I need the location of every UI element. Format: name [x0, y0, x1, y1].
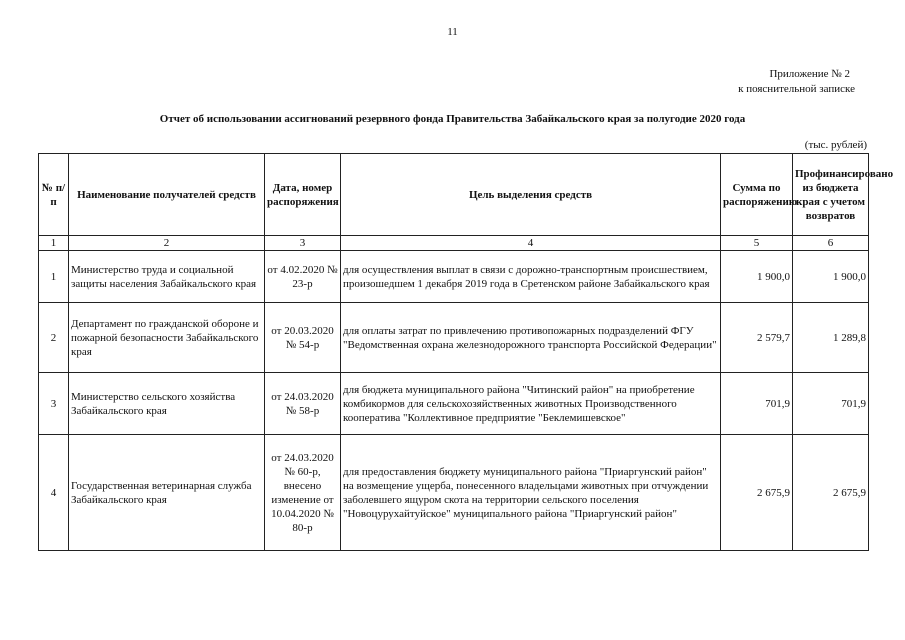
row-recipient: Министерство труда и социальной защиты населения Забайкальского края — [69, 251, 265, 303]
appendix-note — [738, 67, 855, 97]
row-order: от 20.03.2020 № 54-р — [265, 303, 341, 373]
column-number: 6 — [793, 236, 869, 251]
column-number: 1 — [39, 236, 69, 251]
appendix-line-1: Приложение № 2 — [769, 68, 850, 80]
row-recipient: Государственная ветеринарная служба Забайкальского края — [69, 435, 265, 551]
row-financed: 701,9 — [793, 373, 869, 435]
column-number: 3 — [265, 236, 341, 251]
table-row — [39, 251, 869, 303]
header-num: № п/п — [39, 154, 69, 236]
header-row — [39, 154, 869, 236]
header-purpose: Цель выделения средств — [341, 154, 721, 236]
row-purpose: для бюджета муниципального района "Читинский район" на приобретение комбикормов для сельскохозяйственных животных Производственного кооператива "Коллективное предприятие "Беклемишевское" — [341, 373, 721, 435]
header-amount: Сумма по распоряжению — [721, 154, 793, 236]
appendix-line-2: к пояснительной записке — [738, 83, 855, 95]
row-order: от 24.03.2020 № 58-р — [265, 373, 341, 435]
row-order: от 4.02.2020 № 23-р — [265, 251, 341, 303]
row-num: 4 — [39, 435, 69, 551]
row-num: 2 — [39, 303, 69, 373]
row-financed: 1 900,0 — [793, 251, 869, 303]
column-number: 4 — [341, 236, 721, 251]
report-title: Отчет об использовании ассигнований резервного фонда Правительства Забайкальского края за полугодие 2020 года — [159, 113, 746, 125]
row-num: 3 — [39, 373, 69, 435]
column-number: 2 — [69, 236, 265, 251]
page-number: 11 — [447, 26, 458, 38]
report-table — [38, 153, 894, 551]
table-row — [39, 373, 869, 435]
row-purpose: для оплаты затрат по привлечению противопожарных подразделений ФГУ "Ведомственная охрана железнодорожного транспорта Российской Федерации" — [341, 303, 721, 373]
row-financed: 1 289,8 — [793, 303, 869, 373]
row-amount: 2 579,7 — [721, 303, 793, 373]
row-financed: 2 675,9 — [793, 435, 869, 551]
row-recipient: Министерство сельского хозяйства Забайкальского края — [69, 373, 265, 435]
header-financed: Профинансировано из бюджета края с учетом возвратов — [793, 154, 869, 236]
row-purpose: для осуществления выплат в связи с дорожно-транспортным происшествием, произошедшем 1 декабря 2019 года в Сретенском районе Забайкальского края — [341, 251, 721, 303]
table-row — [39, 303, 869, 373]
row-amount: 2 675,9 — [721, 435, 793, 551]
row-order: от 24.03.2020 № 60-р, внесено изменение от 10.04.2020 № 80-р — [265, 435, 341, 551]
column-number-row — [39, 236, 869, 251]
table-row — [39, 435, 869, 551]
row-amount: 701,9 — [721, 373, 793, 435]
column-number: 5 — [721, 236, 793, 251]
row-purpose: для предоставления бюджету муниципального района "Приаргунский район" на возмещение ущерба, понесенного владельцами животных при отчуждении заболевшего ящуром скота на территории сельского поселения "Новоцурухайтуйское" муниципального района "Приаргунский район" — [341, 435, 721, 551]
row-amount: 1 900,0 — [721, 251, 793, 303]
header-order: Дата, номер распоряжения — [265, 154, 341, 236]
row-recipient: Департамент по гражданской обороне и пожарной безопасности Забайкальского края — [69, 303, 265, 373]
header-recipient: Наименование получателей средств — [69, 154, 265, 236]
units-label: (тыс. рублей) — [804, 139, 867, 151]
row-num: 1 — [39, 251, 69, 303]
